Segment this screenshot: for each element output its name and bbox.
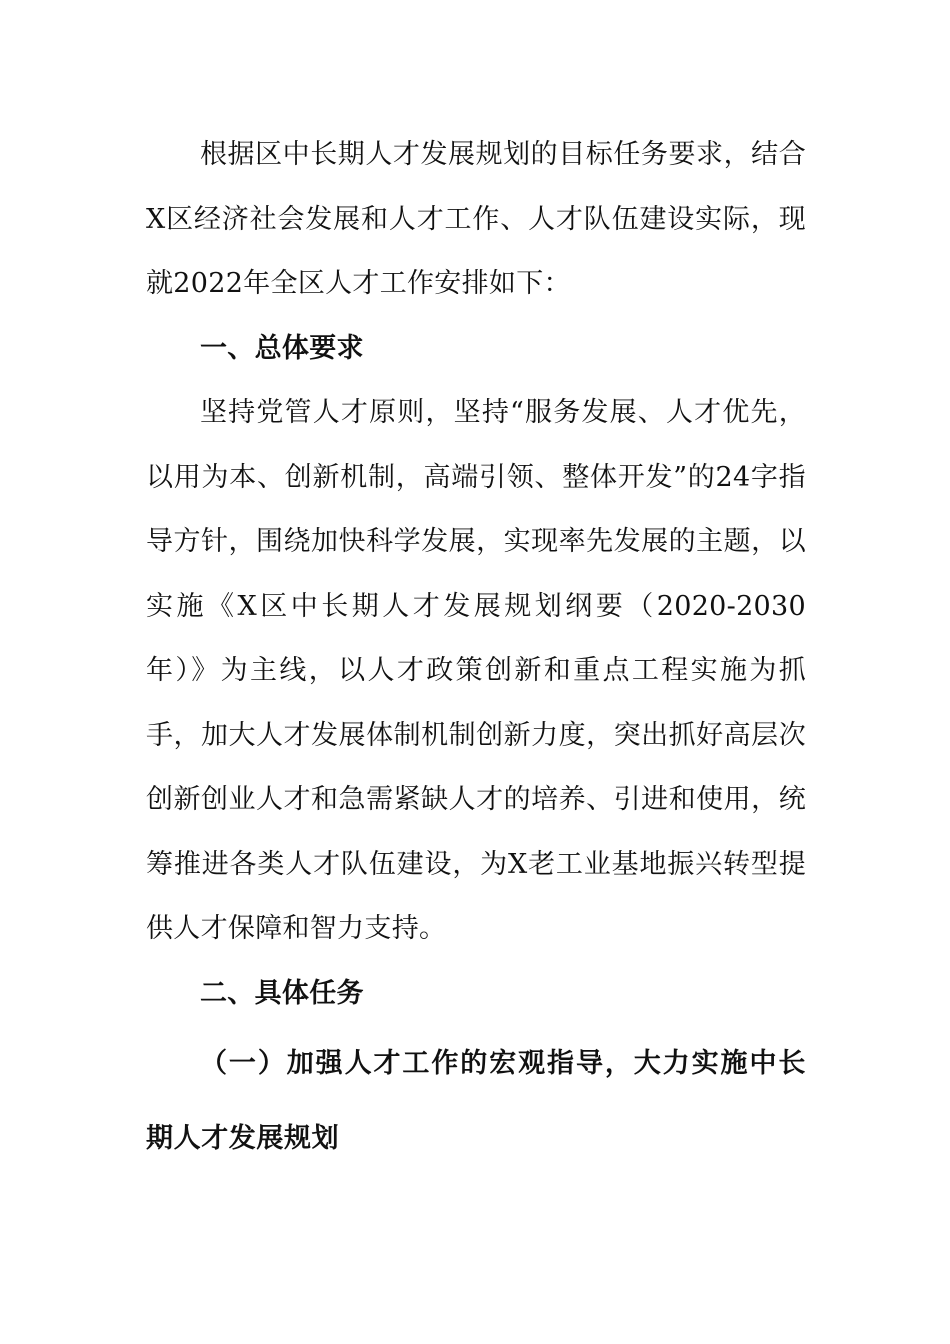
subsection-heading-macro-guidance: （一）加强人才工作的宏观指导，大力实施中长期人才发展规划 [146,1048,806,1154]
section-heading-general-requirements: 一、总体要求 [200,332,364,364]
document-body [146,123,806,1176]
intro-paragraph: 根据区中长期人才发展规划的目标任务要求，结合X区经济社会发展和人才工作、人才队伍建设实际，现就2022年全区人才工作安排如下： [146,139,806,299]
section-heading-specific-tasks: 二、具体任务 [200,977,364,1009]
general-requirements-paragraph: 坚持党管人才原则，坚持“服务发展、人才优先，以用为本、创新机制，高端引领、整体开发”的24字指导方针，围绕加快科学发展，实现率先发展的主题，以实施《X区中长期人才发展规划纲要（2020-2030年）》为主线，以人才政策创新和重点工程实施为抓手，加大人才发展体制机制创新力度，突出抓好高层次创新创业人才和急需紧缺人才的培养、引进和使用，统筹推进各类人才队伍建设，为X老工业基地振兴转型提供人才保障和智力支持。 [146,397,806,944]
